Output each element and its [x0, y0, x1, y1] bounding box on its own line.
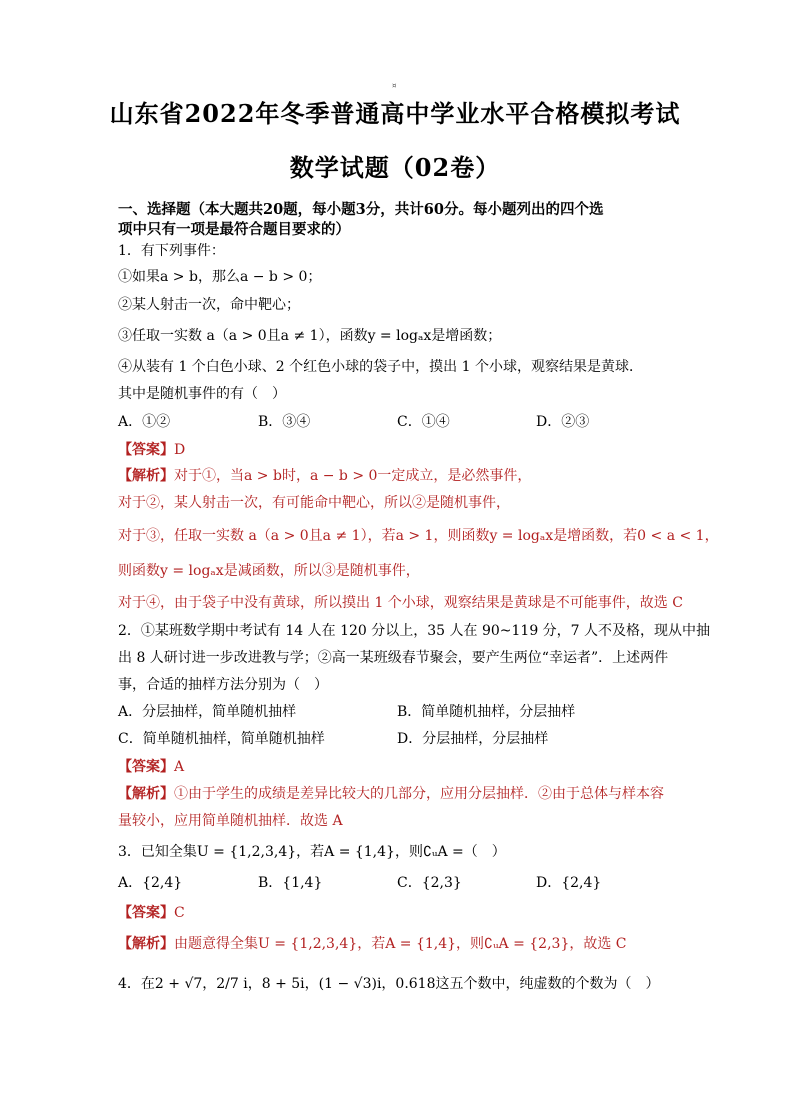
analysis-tag: 【解析】 — [118, 468, 174, 484]
answer-tag: 【答案】 — [118, 905, 174, 921]
q1-analysis-3: 对于③，任取一实数 a（a > 0且a ≠ 1），若a > 1，则函数y = logₐx是增函数，若0 < a < 1， — [118, 528, 719, 544]
q1-option-b: B．③④ — [258, 414, 311, 430]
q3-option-d: D．{2,4} — [536, 875, 602, 891]
q1-answer: D — [174, 442, 186, 458]
analysis-tag: 【解析】 — [118, 936, 174, 952]
q2-analysis-1: 【解析】①由于学生的成绩是差异比较大的几部分，应用分层抽样．②由于总体与样本容 — [118, 786, 664, 802]
q2-analysis-2: 量较小，应用简单随机抽样．故选 A — [118, 813, 343, 829]
q2-stem-3: 事，合适的抽样方法分别为（ ） — [118, 677, 328, 693]
q2-option-a: A．分层抽样，简单随机抽样 — [118, 704, 297, 720]
q1-event-1: ①如果a > b，那么a − b > 0； — [118, 269, 322, 285]
q1-analysis-2: 对于②，某人射击一次，有可能命中靶心，所以②是随机事件， — [118, 495, 510, 511]
answer-tag: 【答案】 — [118, 442, 174, 458]
q3-option-c: C．{2,3} — [397, 875, 462, 891]
q2-answer: A — [174, 759, 185, 775]
q1-stem: 1．有下列事件： — [118, 243, 225, 259]
page-subtitle: 数学试题（02卷） — [289, 153, 501, 182]
q1-event-2: ②某人射击一次，命中靶心； — [118, 297, 300, 313]
q2-stem-2: 出 8 人研讨进一步改进教与学；②高一某班级春节聚会，要产生两位“幸运者”．上述两件 — [118, 650, 669, 666]
q1-event-4: ④从装有 1 个白色小球、2 个红色小球的袋子中，摸出 1 个小球，观察结果是黄球． — [118, 359, 643, 375]
q1-option-c: C．①④ — [397, 414, 450, 430]
q1-analysis-5: 对于④，由于袋子中没有黄球，所以摸出 1 个小球，观察结果是黄球是不可能事件，故选 C — [118, 595, 683, 611]
q3-option-a: A．{2,4} — [118, 875, 183, 891]
q2-stem-1: 2．①某班数学期中考试有 14 人在 120 分以上，35 人在 90~119 分，7 人不及格，现从中抽 — [118, 623, 711, 639]
answer-tag: 【答案】 — [118, 759, 174, 775]
page-title: 山东省2022年冬季普通高中学业水平合格模拟考试 — [109, 99, 681, 128]
q1-answer-row — [118, 441, 185, 459]
q2-option-b: B．简单随机抽样，分层抽样 — [397, 704, 576, 720]
q3-answer: C — [174, 905, 185, 921]
q1-ask: 其中是随机事件的有（ ） — [118, 386, 286, 402]
section-heading-line1: 一、选择题（本大题共20题，每小题3分，共计60分。每小题列出的四个选 — [118, 201, 604, 218]
q3-option-b: B．{1,4} — [258, 875, 323, 891]
q2-option-d: D．分层抽样，分层抽样 — [397, 731, 549, 747]
q1-option-d: D．②③ — [536, 414, 590, 430]
q2-answer-row — [118, 758, 184, 776]
header-mark: ¤ — [392, 82, 397, 90]
q3-stem: 3．已知全集U = {1,2,3,4}，若A = {1,4}，则∁ᵤA =（ ） — [118, 844, 506, 860]
q1-event-3: ③任取一实数 a（a > 0且a ≠ 1），函数y = logₐx是增函数； — [118, 328, 502, 344]
q1-option-a: A．①② — [118, 414, 171, 430]
q1-analysis-1: 【解析】对于①，当a > b时，a − b > 0一定成立，是必然事件， — [118, 468, 532, 484]
q4-stem: 4．在2 + √7，2/7 i，8 + 5i，(1 − √3)i，0.618这五个数中，纯虚数的个数为（ ） — [118, 976, 660, 992]
q3-analysis-1: 【解析】由题意得全集U = {1,2,3,4}，若A = {1,4}，则∁ᵤA = {2,3}，故选 C — [118, 936, 627, 952]
section-heading-line2: 项中只有一项是最符合题目要求的） — [118, 221, 350, 238]
q2-option-c: C．简单随机抽样，简单随机抽样 — [118, 731, 325, 747]
analysis-tag: 【解析】 — [118, 786, 174, 802]
q1-analysis-4: 则函数y = logₐx是减函数，所以③是随机事件， — [118, 563, 420, 579]
q3-answer-row — [118, 904, 185, 922]
